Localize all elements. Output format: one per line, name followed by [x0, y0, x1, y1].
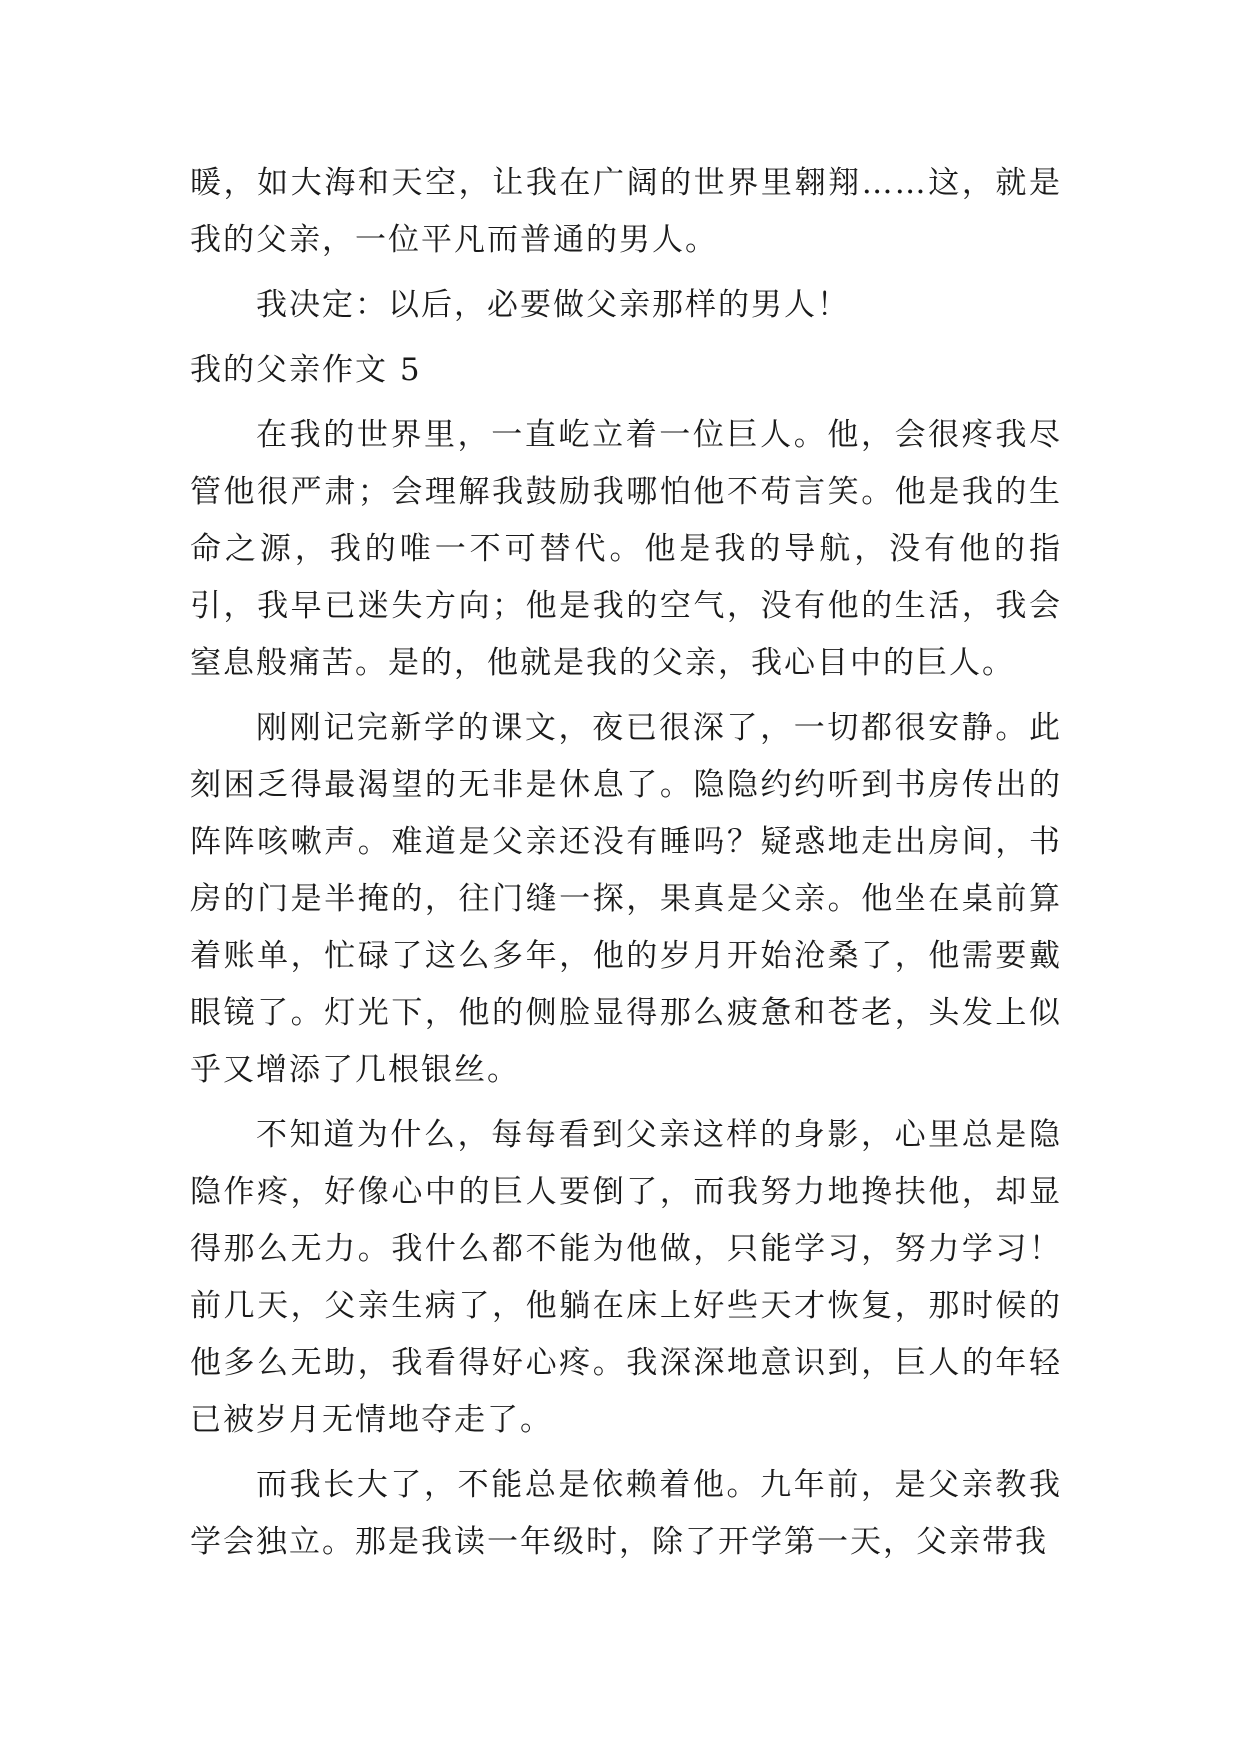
continuation-paragraph: 暖，如大海和天空，让我在广阔的世界里翱翔……这，就是我的父亲，一位平凡而普通的男人。 — [190, 165, 1062, 258]
body-paragraph-3: 不知道为什么，每每看到父亲这样的身影，心里总是隐隐作疼，好像心中的巨人要倒了，而我努力地搀扶他，却显得那么无力。我什么都不能为他做，只能学习，努力学习！前几天，父亲生病了，他躺在床上好些天才恢复，那时候的他多么无助，我看得好心疼。我深深地意识到，巨人的年轻已被岁月无情地夺走了。 — [190, 1117, 1062, 1438]
body-paragraph-1: 在我的世界里，一直屹立着一位巨人。他，会很疼我尽管他很严肃；会理解我鼓励我哪怕他不苟言笑。他是我的生命之源，我的唯一不可替代。他是我的导航，没有他的指引，我早已迷失方向；他是我的空气，没有他的生活，我会窒息般痛苦。是的，他就是我的父亲，我心目中的巨人。 — [190, 417, 1062, 681]
section-title: 我的父亲作文 5 — [190, 352, 422, 388]
body-paragraph-2: 刚刚记完新学的课文，夜已很深了，一切都很安静。此刻困乏得最渴望的无非是休息了。隐隐约约听到书房传出的阵阵咳嗽声。难道是父亲还没有睡吗？疑惑地走出房间，书房的门是半掩的，往门缝一探，果真是父亲。他坐在桌前算着账单，忙碌了这么多年，他的岁月开始沧桑了，他需要戴眼镜了。灯光下，他的侧脸显得那么疲惫和苍老，头发上似乎又增添了几根银丝。 — [190, 710, 1062, 1088]
decision-paragraph: 我决定：以后，必要做父亲那样的男人！ — [256, 287, 850, 323]
body-paragraph-4: 而我长大了，不能总是依赖着他。九年前，是父亲教我学会独立。那是我读一年级时，除了开学第一天，父亲带我 — [190, 1467, 1062, 1560]
document-page — [190, 155, 1062, 1579]
